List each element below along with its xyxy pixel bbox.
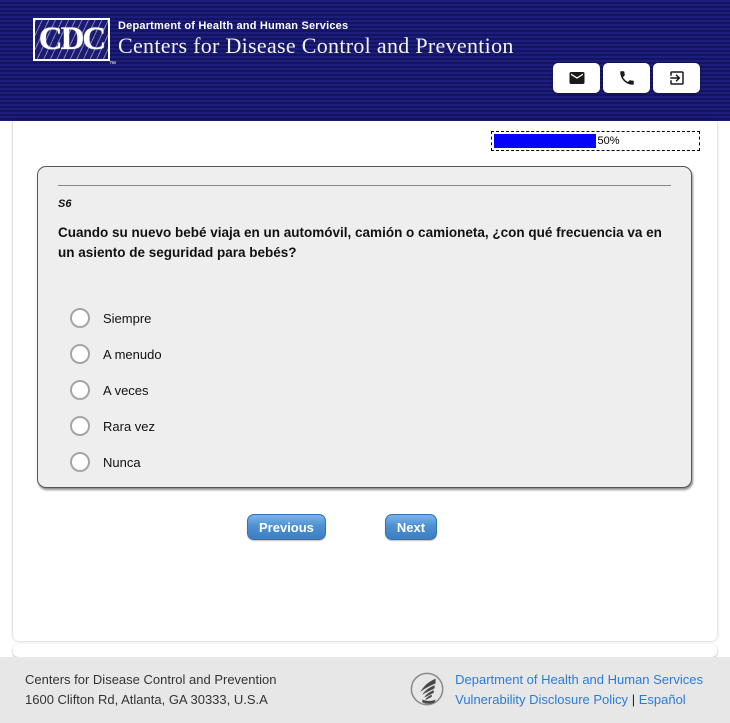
link-separator: | [631,692,636,707]
question-text: Cuando su nuevo bebé viaja en un automóvil, camión o camioneta, ¿con qué frecuencia va en un asiento de seguridad para bebés? [58,225,662,260]
question-id: S6 [58,198,72,210]
trademark-symbol: ™ [109,61,116,68]
vulnerability-disclosure-link[interactable]: Vulnerability Disclosure Policy [455,692,629,707]
page-footer [0,657,730,723]
hhs-link[interactable]: Department of Health and Human Services [455,672,703,687]
header-action-buttons [553,63,700,93]
option-label: Siempre [103,310,152,326]
department-line: Department of Health and Human Services [118,20,349,32]
radio-button[interactable] [70,380,90,400]
card-top-divider [58,185,671,186]
survey-panel [13,121,717,641]
option-label: A veces [103,382,149,398]
radio-option-rara-vez[interactable] [70,408,671,444]
cdc-header [0,0,730,121]
footer-address-block [25,670,276,710]
cdc-logo-text: CDC [38,21,105,57]
radio-option-a-menudo[interactable] [70,336,671,372]
radio-button[interactable] [70,452,90,472]
footer-links-block [409,670,703,710]
question-card [37,166,692,488]
radio-option-nunca[interactable] [70,444,671,480]
email-icon [568,69,586,87]
option-label: Rara vez [103,418,156,434]
next-button[interactable]: Next [385,514,437,540]
survey-nav-buttons [247,514,437,540]
progress-bar-fill [494,134,596,148]
radio-option-siempre[interactable] [70,300,671,336]
radio-button[interactable] [70,344,90,364]
organization-line: Centers for Disease Control and Prevention [118,33,514,58]
phone-button[interactable] [603,63,650,93]
cdc-logo [33,18,116,68]
option-label: A menudo [103,346,162,362]
progress-bar [491,131,700,151]
progress-percent-label: 50% [597,135,620,147]
panel-bottom-strip [13,644,717,657]
option-label: Nunca [103,454,141,470]
radio-option-a-veces[interactable] [70,372,671,408]
exit-button[interactable] [653,63,700,93]
header-text [118,18,514,59]
cdc-logo-lockup[interactable] [33,18,514,68]
hhs-eagle-logo [409,670,447,710]
phone-icon [618,69,636,87]
previous-button[interactable]: Previous [247,514,326,540]
espanol-link[interactable]: Español [638,692,686,707]
footer-address: 1600 Clifton Rd, Atlanta, GA 30333, U.S.A [25,692,268,707]
footer-org-name: Centers for Disease Control and Prevention [25,672,277,687]
exit-icon [668,69,686,87]
footer-links [455,670,703,710]
answer-options [70,300,671,480]
radio-button[interactable] [70,416,90,436]
radio-button[interactable] [70,308,90,328]
email-button[interactable] [553,63,600,93]
